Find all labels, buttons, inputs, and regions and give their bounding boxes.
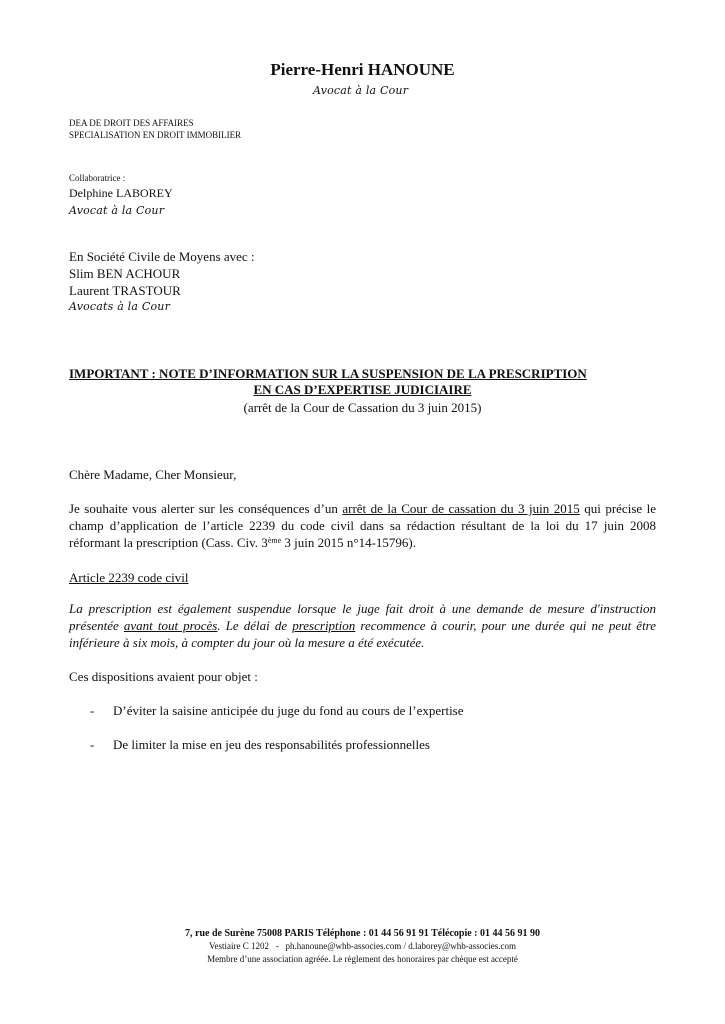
superscript-eme: ème <box>267 536 282 545</box>
quote-text-2: . Le délai de <box>217 618 293 633</box>
degree-line-2: SPECIALISATION EN DROIT IMMOBILIER <box>69 130 242 140</box>
quote-underline-1: avant tout procès <box>123 618 218 633</box>
salutation: Chère Madame, Cher Monsieur, <box>69 467 237 482</box>
collaborator-title: Avocat à la Cour <box>69 204 165 217</box>
partners-label: En Société Civile de Moyens avec : <box>69 249 255 264</box>
note-heading-line-2: EN CAS D’EXPERTISE JUDICIAIRE <box>253 382 472 397</box>
objectives-intro: Ces dispositions avaient pour objet : <box>69 669 258 684</box>
partners-title: Avocats à la Cour <box>69 300 171 313</box>
partner-name-2: Laurent TRASTOUR <box>69 283 181 298</box>
paragraph-intro-text: Je souhaite vous alerter sur les conséquences d’un <box>69 501 343 516</box>
article-heading: Article 2239 code civil <box>69 570 189 585</box>
collaborator-name: Delphine LABOREY <box>69 186 173 200</box>
ruling-reference: arrêt de la Cour de cassation du 3 juin 2015 <box>342 501 580 516</box>
partner-name-1: Slim BEN ACHOUR <box>69 266 181 281</box>
bullet-marker-1: - <box>90 703 95 718</box>
paragraph-intro-text-2: qui précise le champ d’application de l’article 2239 du code civil dans sa rédaction résultant de la loi du 17 juin 2008 réformant la prescription (Cass. Civ. 3 <box>69 501 657 550</box>
note-heading-line-1: IMPORTANT : NOTE D’INFORMATION SUR LA SUSPENSION DE LA PRESCRIPTION <box>69 366 587 381</box>
article-quote <box>69 600 656 651</box>
quote-text-3: recommence à courir, pour une durée qui ne peut être inférieure à six mois, à compter du jour où la mesure a été exécutée. <box>69 618 657 650</box>
note-subtitle: (arrêt de la Cour de Cassation du 3 juin 2015) <box>243 400 482 415</box>
bullet-item-2: De limiter la mise en jeu des responsabilités professionnelles <box>113 737 430 752</box>
lawyer-title: Avocat à la Cour <box>313 84 409 97</box>
footer-contact: Vestiaire C 1202 - ph.hanoune@whb-associes.com / d.laborey@whb-associes.com <box>208 941 516 951</box>
footer-membership: Membre d’une association agréée. Le règlement des honoraires par chèque est accepté <box>207 954 518 964</box>
paragraph-intro <box>69 500 656 551</box>
quote-underline-2: prescription <box>292 618 356 633</box>
bullet-item-1: D’éviter la saisine anticipée du juge du fond au cours de l’expertise <box>113 703 464 718</box>
paragraph-intro-text-3: 3 juin 2015 n°14-15796). <box>281 535 416 550</box>
quote-text-1: La prescription est également suspendue lorsque le juge fait droit à une demande de mesure d'instruction présentée <box>69 601 656 633</box>
lawyer-name: Pierre-Henri HANOUNE <box>270 60 455 79</box>
footer-address: 7, rue de Surène 75008 PARIS Téléphone : 01 44 56 91 91 Télécopie : 01 44 56 91 90 <box>185 928 540 939</box>
collaborator-label: Collaboratrice : <box>69 173 126 183</box>
bullet-marker-2: - <box>90 737 95 752</box>
degree-line-1: DEA DE DROIT DES AFFAIRES <box>69 118 194 128</box>
